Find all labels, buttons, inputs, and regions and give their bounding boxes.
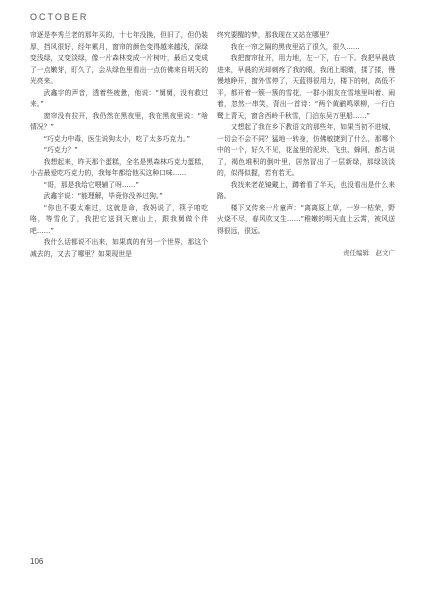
paragraph: “巧克力？” <box>43 146 78 154</box>
paragraph: 武鑫宇的声音，透着些疲惫，他说：“舅舅，没有救过来。” <box>30 88 208 108</box>
left-column <box>30 30 208 260</box>
paragraph: 我找来老花镜戴上，蹲着看了半天，也没看出是什么来路。 <box>217 180 395 200</box>
running-head: OCTOBER <box>30 12 89 22</box>
paragraph: 我什么话都说不出来，如果真的有另一个世界，那这个减去的，又去了哪里？如果现世是 <box>30 238 208 258</box>
paragraph: 我想起来，昨天那个蛋糕，全名是黑森林巧克力蛋糕，小吉最爱吃巧克力的，我每年都给他买这种口味…… <box>30 157 208 177</box>
paragraph: 帘逐是李秀兰老的那年买的，十七年没换，但旧了，但仍装厚，挡风很好，经年累月，窗帘的颜色变得越来越浅，深绿变浅绿，又变淡绿，像一片森林变成一片树叶，最后又变成了一点嫩芽，盯久了，会从绿色里看出一点仿佛来自明天的光亮来。 <box>30 31 208 85</box>
paragraph: “你也不要太难过，这就是命，我妈说了，筷子咱吃咯，等雪化了，我把它送到天鹿山上，跟我舅做个伴吧……” <box>30 203 208 235</box>
paragraph: “巧克力中毒，医生说狗太小，吃了太多巧克力。” <box>43 134 190 143</box>
paragraph: “哥，那是我给它喂辅了呀……” <box>43 180 139 189</box>
paragraph: 我在一帘之隔的黑夜里站了很久，很久…… <box>230 42 360 51</box>
right-column <box>217 30 395 260</box>
editor-credit: 责任编辑 赵文广 <box>343 249 395 257</box>
page-number: 106 <box>30 557 44 566</box>
paragraph: 楼下又传来一片童声：“离离原上草，一岁一枯荣，野火烧不尽，春风吹又生……”稚嫩的明天直上云霄，被风送得很远，很远。 <box>217 203 395 235</box>
paragraph: 武鑫宇说：“能理解，毕竟你没养过狗。” <box>43 192 163 200</box>
paragraph: 我把窗帘扯开，用力地，左一下，右一下。我把早晨放进来，早晨的光却刺疼了我的眼，我闭上眼睛，揉了揉，慢慢地睁开，窗外雪停了，天蓝得很用力，楼下的树，高低不平，都开着一簇一簇的雪花，一群小朋友在雪地里叫着、闹着，忽然一串笑，背出一首诗：“两个黄鹂鸣翠柳，一行白鹭上青天，窗含西岭千秋雪，门泊东吴万里船……” <box>217 54 395 120</box>
paragraph: 终究要醒的梦，那我现在又站在哪里？ <box>217 31 333 39</box>
paragraph: 又想起了我在乡下教语文的那些年，如果当初不进城，一切会不会不同？猛地一转身，仿佛敏捷到了什么，那哪个中的一个，好久不见，花盆里的泥块、飞虫、蜂网，都古说了，褐色堆积的倒叶里，居然冒出了一层新绿，那绿淡淡的，似得似握，若有若无。 <box>217 123 395 177</box>
paragraph: 窗帘没有拉开，我仍然在黑夜里，我在黑夜里说：“啥情况？” <box>30 111 208 131</box>
